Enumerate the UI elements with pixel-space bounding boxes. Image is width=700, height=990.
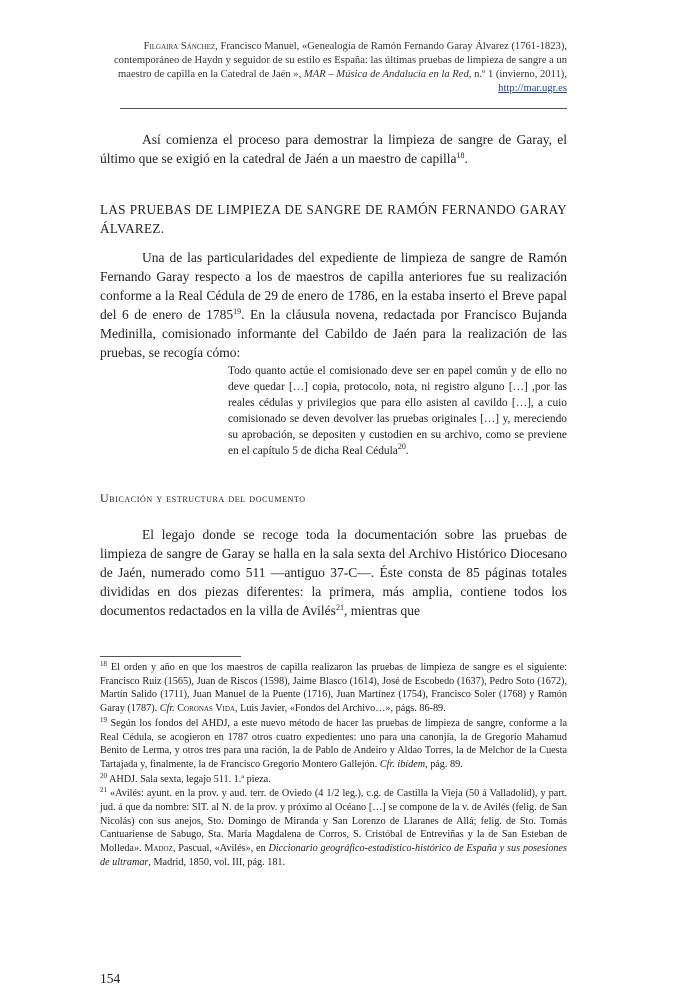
footnote-ref-19[interactable]: 19 [233,307,242,316]
footnote-ref-18[interactable]: 18 [456,151,465,160]
footnote-18-cfr: Cfr. [159,703,175,715]
subsection-heading: Ubicación y estructura del documento [100,491,306,505]
citation-issue: , n.º 1 (invierno, 2011), [468,69,567,80]
author-name: Filgaira Sánchez [143,41,216,52]
page [100,40,568,986]
block-quote-text: Todo quanto actúe el comisionado deve ser en papel común y de ello no deve quedar […] copia, protocolo, nota, ni registro alguno […] ,por las reales cédulas y privilegios que para ello asisten al cavildo […], a cuio comisionado se deven devolver las pruebas originales […] y, mereciendo su aprobación, se depositen y custodien en su archivo, como se previene en el capítulo 5 de dicha Real Cédula [228,365,567,457]
footnote-18 [100,661,567,716]
footnote-ref-21[interactable]: 21 [335,603,344,612]
paragraph-2-end: . En la cláusula novena, redactada por Francisco Bujanda Medinilla, comisionado informante del Cabildo de Jaén para la realización de las pruebas, se recogía cómo: [100,307,567,360]
footnote-20 [100,773,567,787]
paragraph-1-end: . [464,151,468,166]
footnote-21-end: , Madrid, 1850, vol. III, pág. 181. [148,856,286,868]
journal-url-link[interactable]: http://mar.ugr.es [498,83,567,94]
running-head [100,40,567,96]
footnote-18-number: 18 [100,660,107,668]
block-quote-end: . [405,445,409,457]
footnote-20-number: 20 [100,771,107,780]
footnote-21-source: , Pascual, «Avilés», en [172,843,269,855]
footnote-rule [100,656,241,657]
journal-title: MAR – Música de Andalucía en la Red [303,69,469,80]
footnote-19-source: , pág. 89. [425,758,463,770]
footnote-19-cfr: Cfr. ibídem [379,758,426,770]
footnote-21-book-title: Diccionario geográfico-estadístico-histórico de España y sus posesiones de ultramar [100,843,568,868]
paragraph-3-end: , mientras que [343,603,421,618]
paragraph-3 [100,525,567,620]
page-number: 154 [100,971,121,986]
footnote-18-source: , Luis Javier, «Fondos del Archivo…», págs. 86-89. [235,703,446,715]
footnote-19-text: Según los fondos del AHDJ, a este nuevo método de hacer las pruebas de limpieza de sangre, conforme a la Real Cédula, se acogieron en 1787 otros cuatro expedientes: uno para una canonjía, la de Gregorio Mahamud Benito de Lerma, y otros tres para una ración, la de Pablo de Andeiro y Aldao Torres, la de Melchor de la Cuesta Tartajada y, finalmente, la de Francisco Gregorio Montero Gallejón. [100,717,567,770]
footnotes [100,661,567,871]
footnote-19 [100,717,567,772]
section-heading: LAS PRUEBAS DE LIMPIEZA DE SANGRE DE RAMÓN FERNANDO GARAY ÁLVAREZ. [100,202,567,236]
footnote-20-text: AHDJ. Sala sexta, legajo 511. 1.ª pieza. [107,773,271,785]
paragraph-2 [100,248,567,362]
footnote-21 [100,787,567,869]
citation-text: , Francisco Manuel, «Genealogía de Ramón Fernando Garay Álvarez (1761-1823), contemporáneo de Haydn y seguidor de su estilo es España: las últimas pruebas de limpieza de sangre a un maestro de capilla en la Catedral de Jaén », [113,41,567,80]
header-rule [120,108,567,109]
footnote-19-number: 19 [100,715,107,724]
footnote-18-author: Coronas Vida [174,703,235,715]
footnote-ref-20[interactable]: 20 [397,442,406,451]
footnote-18-text: El orden y año en que los maestros de capilla realizaron las pruebas de limpieza de sangre es el siguiente: Francisco Ruiz (1565), Juan de Riscos (1598), Jaime Blasco (1614), José de Escobedo (1637), Pedro Soto (1672), Martín Salido (1711), Juan Manuel de la Puente (1716), Juan Martínez (1754), Francisco Soler (1768) y Ramón Garay (1787). [100,662,567,715]
paragraph-2-text: Una de las particularidades del expediente de limpieza de sangre de Ramón Fernando Garay respecto a los de maestros de capilla anteriores fue su realización conforme a la Real Cédula de 29 de enero de 1786, en la estaba inserto el Breve papal del 6 de enero de 1785 [100,250,567,322]
paragraph-3-text: El legajo donde se recoge toda la documentación sobre las pruebas de limpieza de sangre de Garay se halla en la sala sexta del Archivo Histórico Diocesano de Jaén, numerado como 511 —antiguo 37-C—. Éste consta de 85 páginas totales divididas en dos piezas diferentes: la primera, más amplia, contiene todos los documentos redactados en la villa de Avilés [100,527,567,618]
block-quote [228,363,567,459]
footnote-21-text: «Avilés: ayunt. en la prov. y aud. terr. de Oviedo (4 1/2 leg.), c.g. de Castilla la Vieja (50 á Valladolid), y part. jud. á que da nombre: SIT. al N. de la prov. y próximo al Océano […] se compone de la v. de Avilés (felig. de San Nicolás) con sus anejos, Sto. Domingo de Miranda y San Lorenzo de Llaranes de Allá; felig. de Sto. Tomás Cantuariense de Sabugo, Sta. María Magdalena de Corros, S. Cristóbal de Entreviñas y la de San Esteban de Molleda». [100,788,567,855]
paragraph-1 [100,130,567,168]
footnote-21-author: Madoz [144,843,173,855]
paragraph-1-text: Así comienza el proceso para demostrar la limpieza de sangre de Garay, el último que se exigió en la catedral de Jaén a un maestro de capilla [100,132,567,166]
footnote-21-number: 21 [100,786,107,795]
